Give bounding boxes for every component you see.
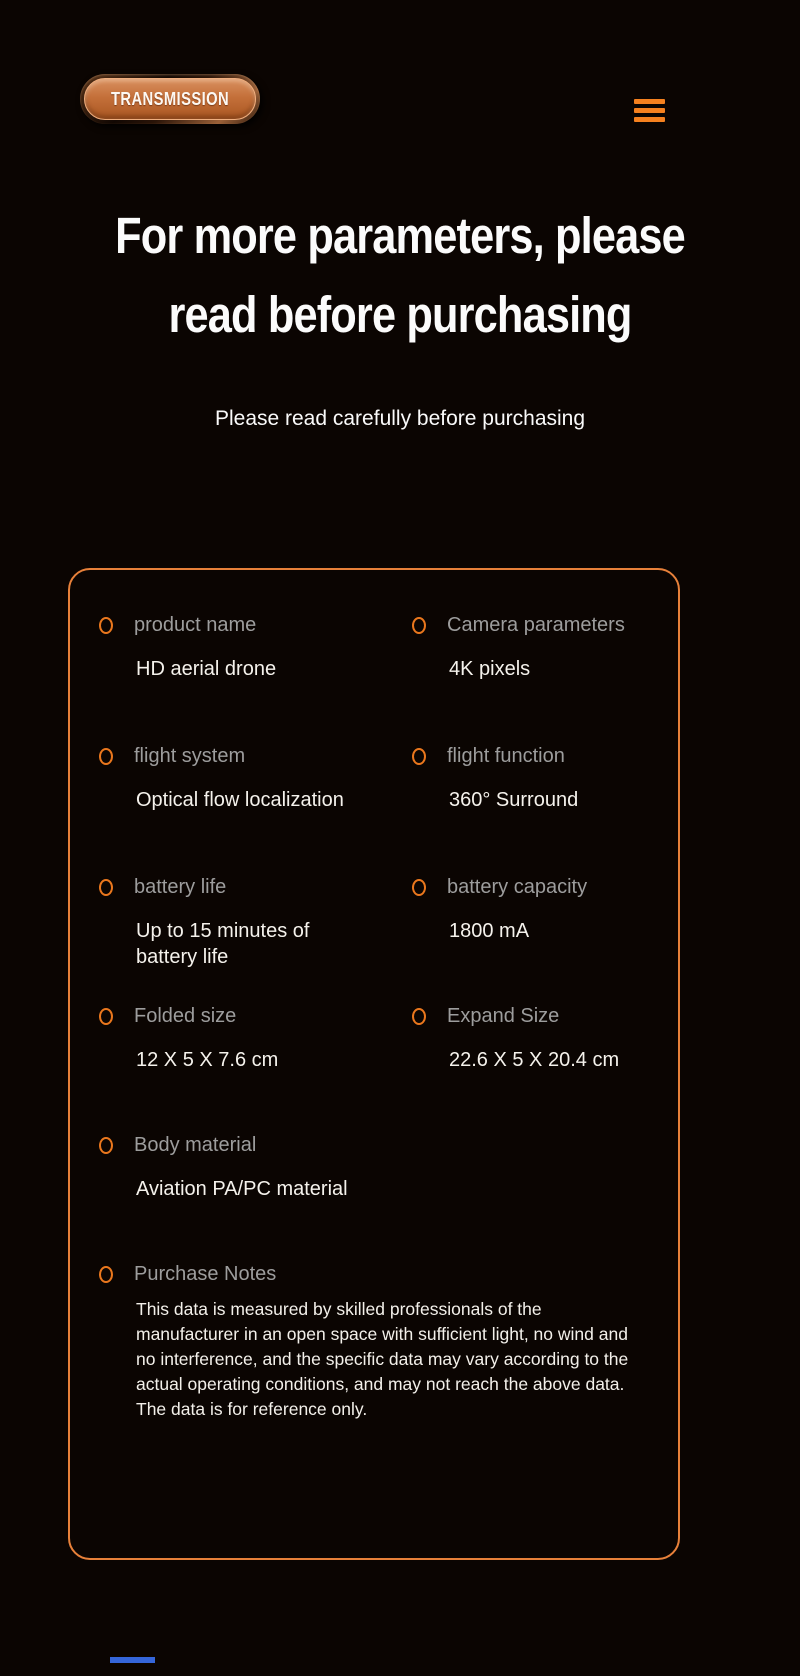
spec-label: Camera parameters (447, 614, 625, 636)
spec-item-expand-size (412, 1004, 657, 1073)
spec-box (68, 568, 680, 1560)
spec-value: HD aerial drone (136, 658, 277, 680)
spec-item-purchase-notes (99, 1262, 629, 1422)
spec-value: Up to 15 minutes of battery life (136, 920, 310, 968)
spec-label: Expand Size (447, 1005, 560, 1027)
hamburger-bar (634, 108, 665, 113)
transmission-badge-label: TRANSMISSION (110, 88, 230, 109)
circle-outline-icon (99, 879, 113, 896)
page-title-line2: read before purchasing (168, 286, 632, 343)
circle-outline-icon (412, 617, 426, 634)
spec-item-body-material (99, 1133, 611, 1202)
spec-value: 12 X 5 X 7.6 cm (136, 1049, 279, 1071)
spec-label: battery capacity (447, 876, 588, 898)
spec-item-flight-function (412, 744, 657, 813)
spec-item-folded-size (99, 1004, 351, 1073)
spec-value: Optical flow localization (136, 789, 344, 811)
spec-value: 360° Surround (449, 789, 579, 811)
hamburger-menu-icon[interactable] (634, 99, 665, 122)
spec-item-camera-parameters (412, 613, 657, 682)
spec-label: Purchase Notes (134, 1263, 277, 1285)
circle-outline-icon (412, 1008, 426, 1025)
hamburger-bar (634, 99, 665, 104)
circle-outline-icon (412, 748, 426, 765)
spec-label: Folded size (134, 1005, 237, 1027)
transmission-badge-face (84, 78, 256, 120)
spec-item-battery-capacity (412, 875, 657, 944)
spec-value: 1800 mA (449, 920, 530, 942)
circle-outline-icon (99, 1266, 113, 1283)
spec-label: product name (134, 614, 257, 636)
footer-blue-bar (110, 1657, 155, 1663)
circle-outline-icon (99, 748, 113, 765)
circle-outline-icon (99, 1008, 113, 1025)
spec-label: battery life (134, 876, 227, 898)
purchase-notes-text: This data is measured by skilled professionals of the manufacturer in an open space with sufficient light, no wind and no interference, and the specific data may vary according to the actual operating conditions, and may not reach the above data. The data is for reference only. (136, 1299, 629, 1419)
page-title-line1: For more parameters, please (115, 207, 685, 264)
spec-label: Body material (134, 1134, 257, 1156)
spec-value: 4K pixels (449, 658, 531, 680)
spec-item-battery-life (99, 875, 351, 970)
spec-label: flight function (447, 745, 565, 767)
spec-value: 22.6 X 5 X 20.4 cm (449, 1049, 620, 1071)
page-title (0, 196, 800, 354)
circle-outline-icon (99, 617, 113, 634)
spec-value: Aviation PA/PC material (136, 1178, 348, 1200)
hamburger-bar (634, 117, 665, 122)
spec-label: flight system (134, 745, 246, 767)
circle-outline-icon (412, 879, 426, 896)
spec-item-flight-system (99, 744, 351, 813)
page-subtitle: Please read carefully before purchasing (214, 407, 586, 430)
spec-item-product-name (99, 613, 351, 682)
circle-outline-icon (99, 1137, 113, 1154)
transmission-badge (80, 74, 260, 124)
